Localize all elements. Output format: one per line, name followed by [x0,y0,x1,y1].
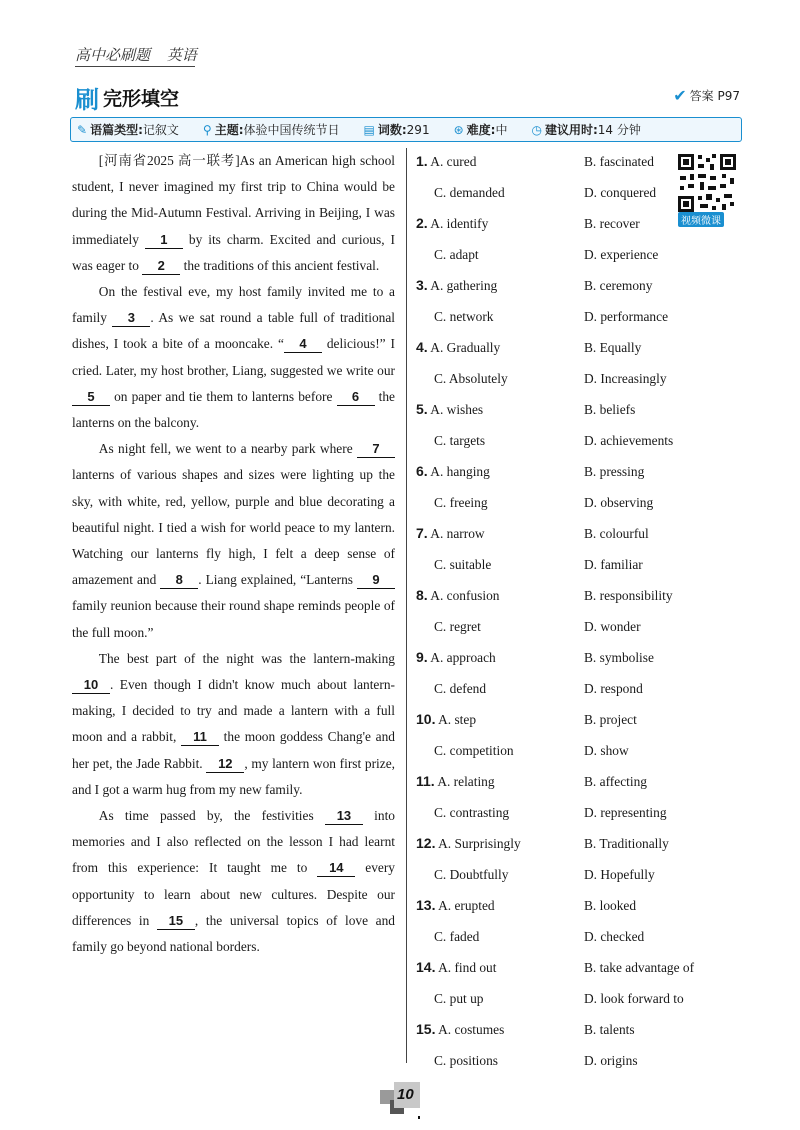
question-number: 2. [416,215,428,231]
question-row [416,890,746,921]
question-row [416,1045,746,1076]
section-title-row [75,80,179,115]
question-row [416,332,746,363]
question-row [416,766,746,797]
option-c[interactable]: C. competition [434,742,514,758]
option-b[interactable]: B. responsibility [584,587,673,603]
question-number: 1. [416,153,428,169]
option-d[interactable]: D. wonder [584,618,641,634]
option-d[interactable]: D. origins [584,1052,638,1068]
option-b[interactable]: B. symbolise [584,649,654,665]
checkmark-icon: ✔ [673,86,687,105]
option-d[interactable]: D. checked [584,928,645,944]
difficulty-icon: ⊛ [453,122,464,137]
option-d[interactable]: D. performance [584,308,669,324]
option-a[interactable]: 12. A. Surprisingly [416,835,521,851]
question-row [416,363,746,394]
info-bar [70,117,742,142]
qr-code-icon[interactable] [676,152,738,214]
question-number: 10. [416,711,436,727]
option-b[interactable]: B. project [584,711,637,727]
cloze-passage [72,148,395,960]
subject-name: 英语 [166,46,197,64]
passage-paragraph-3: As night fell, we went to a nearby park where 7 lanterns of various shapes and sizes were lighting up the sky, with white, red, yellow, purple and blue decorating a beautiful night. I tied a wish for world peace to my lantern. Watching our lanterns fly high, I felt a deep sense of amazement and 8 . Liang explained, “Lanterns 9 family reunion because their round shape reminds people of the full moon.” [72,441,395,640]
blank-7[interactable]: 7 [357,441,395,458]
option-b[interactable]: B. take advantage of [584,959,695,975]
blank-12[interactable]: 12 [206,756,244,773]
question-row [416,394,746,425]
option-a[interactable]: 8. A. confusion [416,587,500,603]
passage-paragraph-1: [河南省2025 高一联考]As an American high school student, I never imagined my first trip to China would be during the Mid-Autumn Festival. Arriving in Beijing, I was immediately 1 by its charm. Excited and curious, I was eager to 2 the traditions of this ancient festival. [72,153,395,273]
column-divider [406,148,407,1063]
question-row [416,921,746,952]
search-icon: ⚲ [202,122,212,137]
question-number: 14. [416,959,436,975]
question-number: 13. [416,897,436,913]
blank-14[interactable]: 14 [317,860,355,877]
blank-15[interactable]: 15 [157,913,195,930]
option-b[interactable]: B. colourful [584,525,649,541]
blank-1[interactable]: 1 [145,232,183,249]
option-c[interactable]: C. faded [434,928,480,944]
option-a[interactable]: 9. A. approach [416,649,496,665]
option-c[interactable]: C. network [434,308,494,324]
info-difficulty: ⊛ 难度: 中 [453,122,508,137]
brush-logo-icon: 刷 [75,86,99,114]
blank-6[interactable]: 6 [337,389,375,406]
option-a[interactable]: 3. A. gathering [416,277,498,293]
option-d[interactable]: D. look forward to [584,990,684,1006]
blank-10[interactable]: 10 [72,677,110,694]
passage-paragraph-4: The best part of the night was the lantern-making 10 . Even though I didn't know much about lantern-making, I decided to try and made a lantern with a full moon and a rabbit, 11 the moon goddess Chang'e and her pet, the Jade Rabbit. 12 , my lantern won first prize, and I got a warm hug from my new family. [72,650,395,797]
section-title: 完形填空 [103,88,180,110]
option-c[interactable]: C. positions [434,1052,498,1068]
question-number: 12. [416,835,436,851]
question-row [416,952,746,983]
option-a[interactable]: 1. A. cured [416,153,477,169]
option-a[interactable]: 2. A. identify [416,215,489,231]
question-number: 15. [416,1021,436,1037]
blank-11[interactable]: 11 [181,729,219,746]
header-underline [75,66,195,67]
blank-8[interactable]: 8 [160,572,198,589]
blank-2[interactable]: 2 [142,258,180,275]
header-series [75,44,209,65]
question-row [416,983,746,1014]
option-b[interactable]: B. Equally [584,339,642,355]
question-row [416,301,746,332]
question-row [416,270,746,301]
option-b[interactable]: B. ceremony [584,277,653,293]
answer-reference [673,86,740,105]
answer-page: 答案 P97 [689,89,740,103]
info-theme: ⚲ 主题: 体验中国传统节日 [202,122,340,137]
question-number: 4. [416,339,428,355]
question-number: 6. [416,463,428,479]
option-d[interactable]: D. Increasingly [584,370,667,386]
question-row [416,425,746,456]
clock-icon: ◷ [531,122,542,137]
book-icon: ▤ [363,122,375,137]
option-d[interactable]: D. show [584,742,629,758]
blank-4[interactable]: 4 [284,336,322,353]
question-number: 9. [416,649,428,665]
passage-paragraph-5: As time passed by, the festivities 13 into memories and I also reflected on the lesson I had learnt from this experience: It taught me to 14 every opportunity to learn about new cultures. Despite our differences in 15 , the universal topics of love and family go beyond national borders. [72,808,396,955]
option-d[interactable]: D. observing [584,494,654,510]
question-row [416,518,746,549]
option-b[interactable]: B. pressing [584,463,645,479]
option-c[interactable]: C. contrasting [434,804,510,820]
option-b[interactable]: B. affecting [584,773,647,789]
option-a[interactable]: 7. A. narrow [416,525,485,541]
option-d[interactable]: D. respond [584,680,643,696]
question-row [416,797,746,828]
option-d[interactable]: D. achievements [584,432,674,448]
option-c[interactable]: C. suitable [434,556,492,572]
option-a[interactable]: 10. A. step [416,711,477,727]
series-name: 高中必刷题 [75,46,151,64]
question-row [416,456,746,487]
option-d[interactable]: D. familiar [584,556,643,572]
option-b[interactable]: B. beliefs [584,401,636,417]
option-b[interactable]: B. recover [584,215,640,231]
question-row [416,859,746,890]
blank-3[interactable]: 3 [112,310,150,327]
option-c[interactable]: C. targets [434,432,486,448]
option-a[interactable]: 13. A. erupted [416,897,495,913]
option-b[interactable]: B. Traditionally [584,835,669,851]
question-row [416,704,746,735]
passage-source: [河南省2025 高一联考] [98,153,240,168]
question-row [416,735,746,766]
option-a[interactable]: 4. A. Gradually [416,339,501,355]
option-a[interactable]: 6. A. hanging [416,463,490,479]
question-row [416,1014,746,1045]
question-row [416,611,746,642]
question-row [416,673,746,704]
option-c[interactable]: C. defend [434,680,487,696]
question-number: 8. [416,587,428,603]
option-d[interactable]: D. Hopefully [584,866,655,882]
question-row [416,642,746,673]
blank-13[interactable]: 13 [325,808,363,825]
option-c[interactable]: C. regret [434,618,481,634]
option-a[interactable]: 15. A. costumes [416,1021,505,1037]
question-number: 5. [416,401,428,417]
option-a[interactable]: 11. A. relating [416,773,495,789]
option-d[interactable]: D. experience [584,246,659,262]
passage-paragraph-2: On the festival eve, my host family invited me to a family 3 . As we sat round a table full of traditional dishes, I took a bite of a mooncake. “ 4 delicious!” I cried. Later, my host brother, Liang, suggested we write our 5 on paper and tie them to lanterns before 6 the lanterns on the balcony. [72,284,395,431]
question-row [416,487,746,518]
blank-5[interactable]: 5 [72,389,110,406]
option-d[interactable]: D. representing [584,804,667,820]
option-b[interactable]: B. fascinated [584,153,654,169]
option-c[interactable]: C. freeing [434,494,488,510]
question-row [416,239,746,270]
info-type: ✎ 语篇类型: 记叙文 [77,122,179,137]
option-c[interactable]: C. adapt [434,246,479,262]
info-time: ◷ 建议用时: 14 分钟 [531,122,641,137]
option-c[interactable]: C. demanded [434,184,505,200]
option-a[interactable]: 14. A. find out [416,959,497,975]
question-row [416,828,746,859]
question-number: 11. [416,773,435,789]
option-c[interactable]: C. put up [434,990,484,1006]
video-lesson-label[interactable]: 视频微课 [678,212,724,227]
answer-options [416,146,746,1076]
edit-icon: ✎ [77,122,88,137]
info-word-count: ▤ 词数: 291 [363,122,430,137]
blank-9[interactable]: 9 [357,572,395,589]
question-number: 3. [416,277,428,293]
option-a[interactable]: 5. A. wishes [416,401,484,417]
option-b[interactable]: B. looked [584,897,637,913]
option-b[interactable]: B. talents [584,1021,635,1037]
option-c[interactable]: C. Absolutely [434,370,508,386]
option-d[interactable]: D. conquered [584,184,657,200]
page-number: 10 [397,1086,414,1103]
question-row [416,549,746,580]
question-row [416,580,746,611]
option-c[interactable]: C. Doubtfully [434,866,509,882]
question-number: 7. [416,525,428,541]
